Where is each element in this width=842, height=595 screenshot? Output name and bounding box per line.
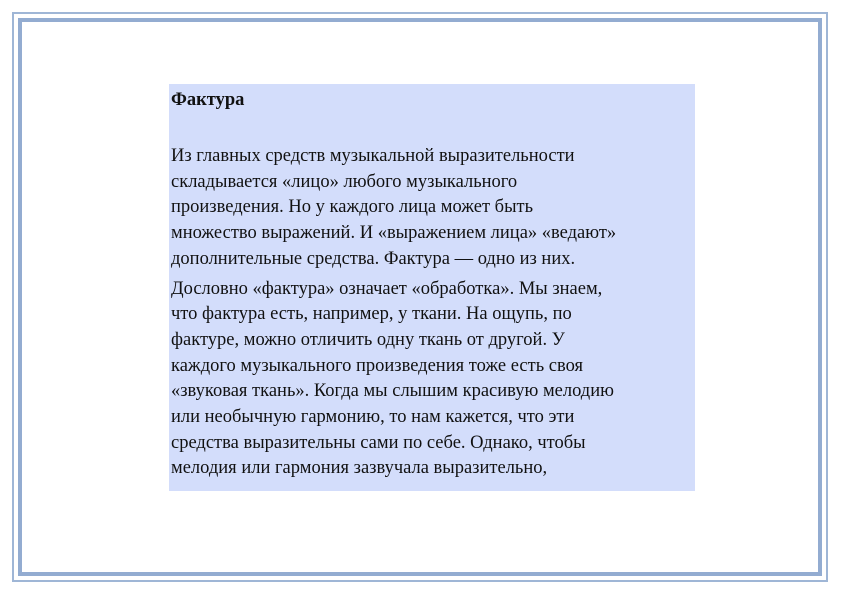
slide-heading: Фактура [171, 90, 245, 110]
paragraph-1: Из главных средств музыкальной выразительности складывается «лицо» любого музыкального произведения. Но у каждого лица может быть множество выражений. И «выражением лица» «ведают» дополнительные средства. Фактура — одно из них. [171, 146, 617, 269]
text-box [169, 84, 695, 491]
heading-spacer [171, 113, 693, 144]
paragraph-2: Дословно «фактура» означает «обработка». Мы знаем, что фактура есть, например, у ткани. На ощупь, по фактуре, можно отличить одну ткань от другой. У каждого музыкального произведения тоже есть своя «звуковая ткань». Когда мы слышим красивую мелодию или необычную гармонию, то нам кажется, что эти средства выразительны сами по себе. Однако, чтобы мелодия или гармония зазвучала выразительно, [171, 278, 614, 479]
